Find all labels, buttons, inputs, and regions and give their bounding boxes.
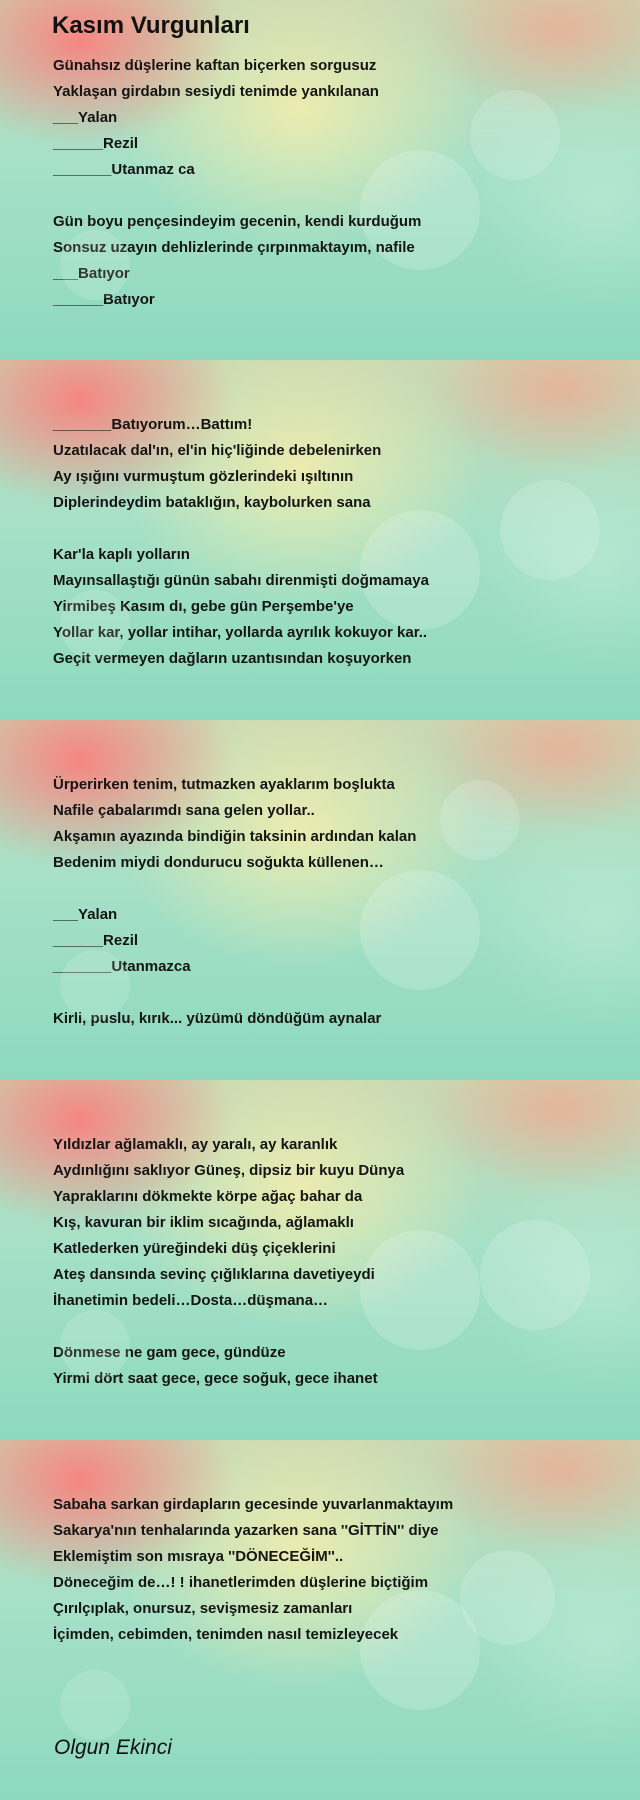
poem-line: Akşamın ayazında bindiğin taksinin ardından kalan — [53, 828, 417, 845]
poem-line: Yıldızlar ağlamaklı, ay yaralı, ay karanlık — [53, 1136, 338, 1153]
poem-line: Döneceğim de…! ! ihanetlerimden düşlerine biçtiğim — [53, 1574, 429, 1591]
poem-line: Ürperirken tenim, tutmazken ayaklarım boşlukta — [53, 776, 395, 793]
poem-line: Günahsız düşlerine kaftan biçerken sorgusuz — [53, 57, 377, 74]
poem-line: ______Batıyor — [53, 291, 155, 308]
poem-line: Uzatılacak dal'ın, el'in hiç'liğinde debelenirken — [53, 442, 382, 459]
stanza-lines — [53, 53, 421, 313]
poem-panel-4 — [0, 1080, 640, 1440]
poem-line: Nafile çabalarımdı sana gelen yollar.. — [53, 802, 315, 819]
poem-line: Sabaha sarkan girdapların gecesinde yuvarlanmaktayım — [53, 1496, 454, 1513]
poem-line: İçimden, cebimden, tenimden nasıl temizleyecek — [53, 1626, 399, 1643]
poem-line: ___Batıyor — [53, 265, 130, 282]
poem-line: Yollar kar, yollar intihar, yollarda ayrılık kokuyor kar.. — [53, 624, 428, 641]
poem-panel-1 — [0, 0, 640, 360]
stanza-break — [53, 516, 429, 542]
poem-line: Kış, kavuran bir iklim sıcağında, ağlamaklı — [53, 1214, 354, 1231]
poem-line: ______Rezil — [53, 135, 139, 152]
poem-line: Bedenim miydi dondurucu soğukta küllenen… — [53, 854, 384, 871]
poem-line: Çırılçıplak, onursuz, sevişmesiz zamanları — [53, 1600, 353, 1617]
stanza-lines — [53, 1492, 453, 1648]
stanza-break — [53, 980, 416, 1006]
poem-line: Geçit vermeyen dağların uzantısından koşuyorken — [53, 650, 412, 667]
stanza-break — [53, 183, 421, 209]
poem-line: ___Yalan — [53, 109, 118, 126]
poem-line: ___Yalan — [53, 906, 118, 923]
poem-line: Eklemiştim son mısraya ''DÖNECEĞİM''.. — [53, 1548, 344, 1565]
poem-line: Sakarya'nın tenhalarında yazarken sana ''GİTTİN'' diye — [53, 1522, 439, 1539]
stanza-break — [53, 876, 416, 902]
poem-line: Yirmibeş Kasım dı, gebe gün Perşembe'ye — [53, 598, 354, 615]
poem-line: Kirli, puslu, kırık... yüzümü döndüğüm aynalar — [53, 1010, 382, 1027]
poem-line: _______Utanmaz ca — [53, 161, 195, 178]
bokeh-circle — [480, 1220, 590, 1330]
bokeh-circle — [470, 90, 560, 180]
poem-line: Yapraklarını dökmekte körpe ağaç bahar da — [53, 1188, 363, 1205]
bokeh-circle — [460, 1550, 555, 1645]
stanza-break — [53, 1314, 404, 1340]
poem-line: Sonsuz uzayın dehlizlerinde çırpınmaktayım, nafile — [53, 239, 415, 256]
stanza-lines — [53, 1132, 404, 1392]
poem-line: Yirmi dört saat gece, gece soğuk, gece ihanet — [53, 1370, 378, 1387]
poem-line: Aydınlığını saklıyor Güneş, dipsiz bir kuyu Dünya — [53, 1162, 405, 1179]
poem-panel-2 — [0, 360, 640, 720]
stanza-lines — [53, 412, 429, 672]
poem-panel-3 — [0, 720, 640, 1080]
poem-line: _______Utanmazca — [53, 958, 191, 975]
poem-line: Gün boyu pençesindeyim gecenin, kendi kurduğum — [53, 213, 422, 230]
poem-line: Kar'la kaplı yolların — [53, 546, 190, 563]
poem-line: Katlederken yüreğindeki düş çiçeklerini — [53, 1240, 336, 1257]
stanza-lines — [53, 772, 416, 1032]
poem-title: Kasım Vurgunları — [52, 12, 250, 39]
poem-line: Ateş dansında sevinç çığlıklarına davetiyeydi — [53, 1266, 375, 1283]
poem-line: Diplerindeydim bataklığın, kaybolurken sana — [53, 494, 371, 511]
bokeh-circle — [500, 480, 600, 580]
poem-panel-5 — [0, 1440, 640, 1800]
poem-line: Yaklaşan girdabın sesiydi tenimde yankılanan — [53, 83, 379, 100]
poem-author: Olgun Ekinci — [54, 1736, 172, 1759]
poem-line: Dönmese ne gam gece, gündüze — [53, 1344, 286, 1361]
poem-line: İhanetimin bedeli…Dosta…düşmana… — [53, 1292, 329, 1309]
poem-line: ______Rezil — [53, 932, 139, 949]
poem-line: Mayınsallaştığı günün sabahı direnmişti doğmamaya — [53, 572, 429, 589]
poem-line: _______Batıyorum…Battım! — [53, 416, 253, 433]
poem-line: Ay ışığını vurmuştum gözlerindeki ışıltının — [53, 468, 354, 485]
bokeh-circle — [440, 780, 520, 860]
